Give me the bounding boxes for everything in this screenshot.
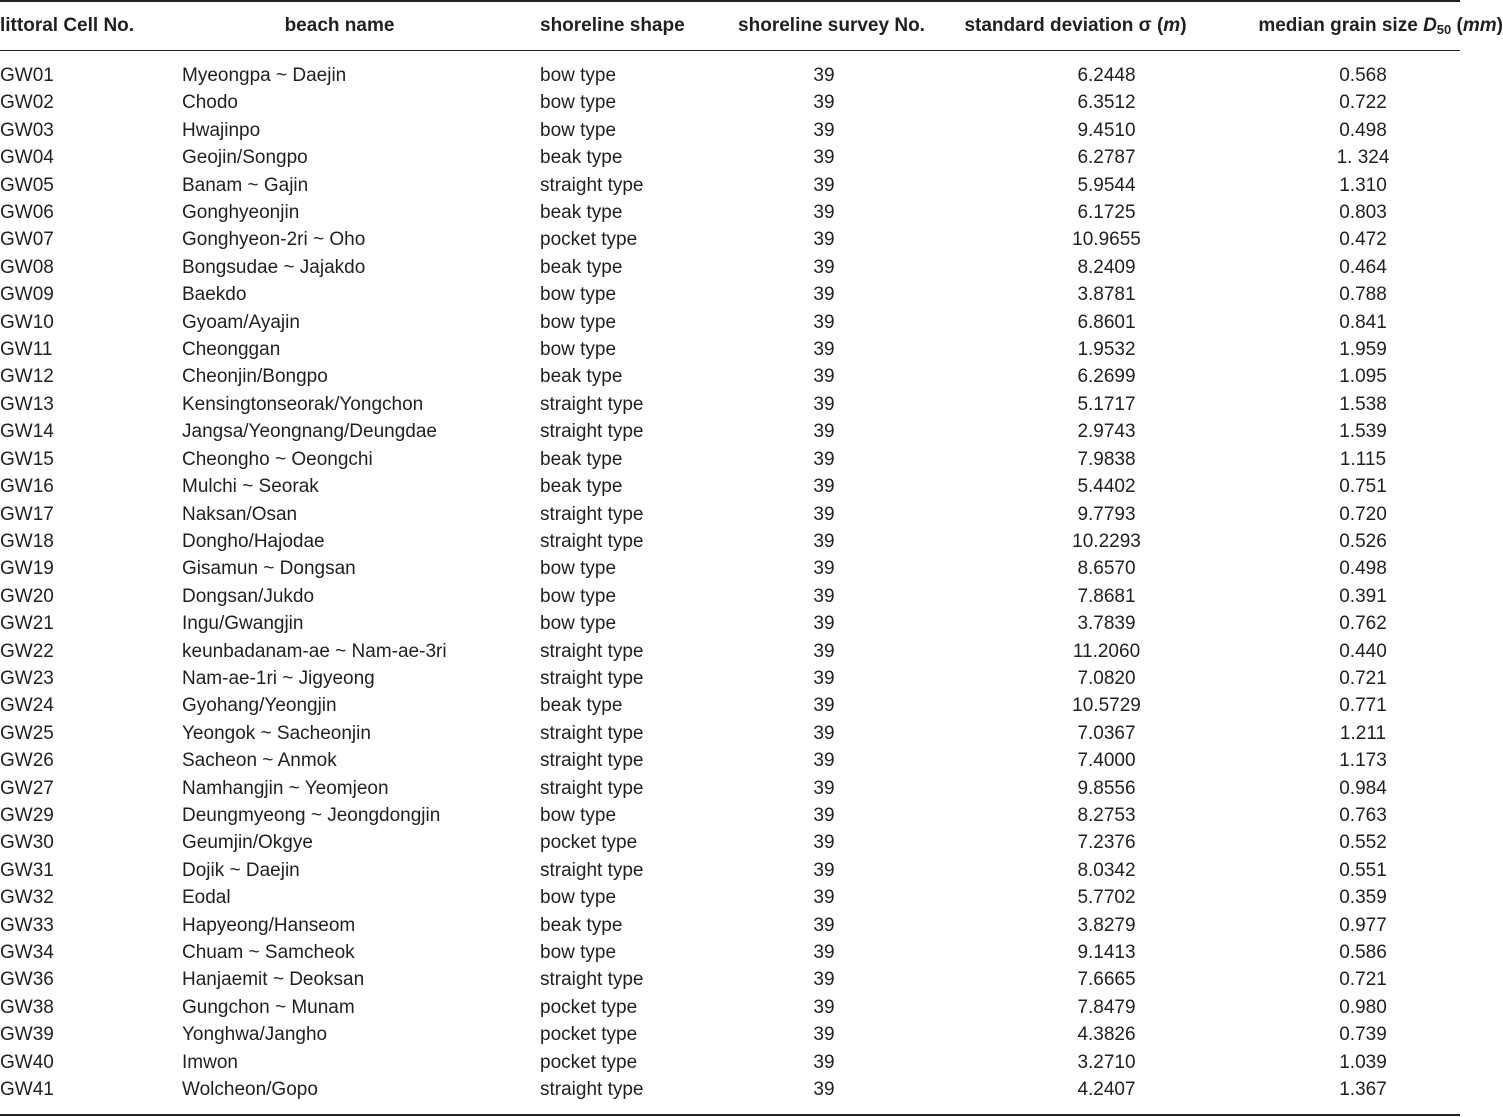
shoreline-shape-cell: bow type	[540, 613, 617, 635]
survey-no-cell: 39	[813, 339, 835, 361]
survey-no-cell: 39	[813, 804, 835, 826]
shoreline-shape-cell: bow type	[540, 92, 617, 114]
header-std-dev-prefix: standard deviation σ (	[964, 14, 1164, 36]
survey-no-cell: 39	[813, 92, 835, 114]
std-dev-cell: 7.9838	[1077, 448, 1136, 470]
survey-no-cell: 39	[813, 996, 835, 1018]
grain-size-cell: 1.115	[1339, 448, 1387, 470]
cell-no-cell: GW14	[0, 421, 54, 443]
table-row	[0, 473, 1503, 500]
survey-no-cell: 39	[813, 119, 835, 141]
std-dev-cell: 7.2376	[1077, 832, 1136, 854]
table-body	[0, 51, 1503, 1103]
survey-no-cell: 39	[813, 969, 835, 991]
table-row	[0, 665, 1503, 692]
cell-no-cell: GW18	[0, 530, 54, 552]
std-dev-cell: 7.6665	[1077, 969, 1136, 991]
cell-no-cell: GW34	[0, 942, 54, 963]
shoreline-shape-cell: straight type	[540, 174, 644, 196]
cell-no-cell: GW19	[0, 558, 54, 580]
shoreline-shape-cell: straight type	[540, 722, 644, 744]
grain-size-cell: 0.586	[1339, 942, 1387, 963]
shoreline-shape-cell: beak type	[540, 366, 623, 388]
shoreline-shape-cell: beak type	[540, 147, 623, 169]
header-grain-close: )	[1496, 14, 1503, 36]
shoreline-shape-cell: beak type	[540, 476, 623, 498]
shoreline-shape-cell: bow type	[540, 65, 617, 86]
survey-no-cell: 39	[813, 476, 835, 498]
grain-size-cell: 1. 324	[1336, 147, 1390, 169]
shoreline-shape-cell: beak type	[540, 914, 623, 936]
grain-size-cell: 1.039	[1339, 1051, 1387, 1073]
survey-no-cell: 39	[813, 859, 835, 881]
table-row	[0, 884, 1503, 911]
grain-size-cell: 1.173	[1339, 750, 1387, 772]
grain-size-cell: 0.751	[1339, 476, 1387, 498]
beach-name-cell: Baekdo	[182, 284, 247, 306]
grain-size-cell: 0.391	[1339, 585, 1387, 607]
grain-size-cell: 1.538	[1339, 393, 1387, 415]
table-row	[0, 528, 1503, 555]
beach-name-cell: Yeongok ~ Sacheonjin	[182, 722, 371, 744]
survey-no-cell: 39	[813, 65, 835, 86]
beach-name-cell: Yonghwa/Jangho	[182, 1024, 328, 1046]
std-dev-cell: 3.8279	[1077, 914, 1136, 936]
grain-size-cell: 0.788	[1339, 284, 1387, 306]
table-row	[0, 254, 1503, 281]
cell-no-cell: GW23	[0, 667, 54, 689]
shoreline-shape-cell: bow type	[540, 284, 617, 306]
table-row	[0, 692, 1503, 719]
table-row	[0, 501, 1503, 528]
std-dev-cell: 8.2753	[1077, 804, 1136, 826]
beach-name-cell: Dojik ~ Daejin	[182, 859, 300, 881]
shoreline-shape-cell: straight type	[540, 777, 644, 799]
shoreline-shape-cell: pocket type	[540, 229, 638, 251]
std-dev-cell: 9.4510	[1077, 119, 1136, 141]
cell-no-cell: GW12	[0, 366, 54, 388]
std-dev-cell: 6.8601	[1077, 311, 1136, 333]
cell-no-cell: GW09	[0, 284, 54, 306]
table-row	[0, 418, 1503, 445]
cell-no-cell: GW03	[0, 119, 54, 141]
table-row	[0, 172, 1503, 199]
cell-no-cell: GW04	[0, 147, 54, 169]
table-row	[0, 638, 1503, 665]
cell-no-cell: GW40	[0, 1051, 54, 1073]
survey-no-cell: 39	[813, 530, 835, 552]
beach-name-cell: Hapyeong/Hanseom	[182, 914, 356, 936]
cell-no-cell: GW05	[0, 174, 54, 196]
std-dev-cell: 9.7793	[1077, 503, 1136, 525]
grain-size-cell: 0.440	[1339, 640, 1387, 662]
shoreline-shape-cell: bow type	[540, 339, 617, 361]
std-dev-cell: 10.9655	[1072, 229, 1141, 251]
cell-no-cell: GW36	[0, 969, 54, 991]
table-row	[0, 802, 1503, 829]
beach-name-cell: Chodo	[182, 92, 238, 114]
shoreline-shape-cell: straight type	[540, 393, 644, 415]
cell-no-cell: GW08	[0, 256, 54, 278]
table-row	[0, 336, 1503, 363]
header-cell-no: littoral Cell No.	[0, 14, 135, 36]
survey-no-cell: 39	[813, 448, 835, 470]
shoreline-shape-cell: straight type	[540, 1079, 644, 1101]
header-grain-symbol: D	[1423, 14, 1437, 36]
survey-no-cell: 39	[813, 942, 835, 963]
table-row	[0, 89, 1503, 116]
cell-no-cell: GW29	[0, 804, 54, 826]
std-dev-cell: 10.2293	[1072, 530, 1141, 552]
grain-size-cell: 1.310	[1339, 174, 1387, 196]
cell-no-cell: GW16	[0, 476, 54, 498]
survey-no-cell: 39	[813, 366, 835, 388]
beach-name-cell: Gonghyeon-2ri ~ Oho	[182, 229, 366, 251]
header-survey-no: shoreline survey No.	[738, 14, 925, 36]
shoreline-shape-cell: beak type	[540, 202, 623, 224]
table-row	[0, 857, 1503, 884]
beach-name-cell: Deungmyeong ~ Jeongdongjin	[182, 804, 441, 826]
grain-size-cell: 0.771	[1339, 695, 1387, 717]
std-dev-cell: 3.2710	[1077, 1051, 1136, 1073]
grain-size-cell: 0.552	[1339, 832, 1387, 854]
shoreline-shape-cell: pocket type	[540, 1024, 638, 1046]
grain-size-cell: 0.551	[1339, 859, 1387, 881]
beach-name-cell: Cheonjin/Bongpo	[182, 366, 328, 388]
header-grain-open: (	[1451, 14, 1463, 36]
std-dev-cell: 7.8681	[1077, 585, 1136, 607]
cell-no-cell: GW39	[0, 1024, 54, 1046]
shoreline-shape-cell: straight type	[540, 859, 644, 881]
bottom-rule	[0, 1114, 1460, 1116]
survey-no-cell: 39	[813, 585, 835, 607]
shoreline-shape-cell: bow type	[540, 311, 617, 333]
grain-size-cell: 0.568	[1339, 65, 1387, 86]
shoreline-shape-cell: beak type	[540, 448, 623, 470]
cell-no-cell: GW21	[0, 613, 54, 635]
shoreline-shape-cell: bow type	[540, 119, 617, 141]
grain-size-cell: 0.763	[1339, 804, 1387, 826]
survey-no-cell: 39	[813, 421, 835, 443]
std-dev-cell: 6.3512	[1077, 92, 1136, 114]
beach-name-cell: Wolcheon/Gopo	[182, 1079, 318, 1101]
header-std-dev	[953, 0, 1198, 51]
std-dev-cell: 5.4402	[1077, 476, 1136, 498]
cell-no-cell: GW32	[0, 887, 54, 909]
beach-name-cell: Ingu/Gwangjin	[182, 613, 304, 635]
grain-size-cell: 0.526	[1339, 530, 1387, 552]
std-dev-cell: 7.0367	[1077, 722, 1136, 744]
survey-no-cell: 39	[813, 284, 835, 306]
shoreline-shape-cell: straight type	[540, 969, 644, 991]
cell-no-cell: GW07	[0, 229, 54, 251]
survey-no-cell: 39	[813, 1024, 835, 1046]
shoreline-shape-cell: straight type	[540, 421, 644, 443]
cell-no-cell: GW25	[0, 722, 54, 744]
grain-size-cell: 0.803	[1339, 202, 1387, 224]
cell-no-cell: GW41	[0, 1079, 54, 1101]
beach-name-cell: Geumjin/Okgye	[182, 832, 313, 854]
cell-no-cell: GW02	[0, 92, 54, 114]
std-dev-cell: 10.5729	[1072, 695, 1141, 717]
survey-no-cell: 39	[813, 558, 835, 580]
std-dev-cell: 1.9532	[1077, 339, 1136, 361]
beach-name-cell: Bongsudae ~ Jajakdo	[182, 256, 366, 278]
header-grain-unit: mm	[1462, 14, 1497, 36]
cell-no-cell: GW27	[0, 777, 54, 799]
beach-name-cell: Naksan/Osan	[182, 503, 298, 525]
table-row	[0, 51, 1503, 89]
shoreline-shape-cell: bow type	[540, 585, 617, 607]
cell-no-cell: GW20	[0, 585, 54, 607]
table-row	[0, 446, 1503, 473]
cell-no-cell: GW10	[0, 311, 54, 333]
grain-size-cell: 0.762	[1339, 613, 1387, 635]
std-dev-cell: 7.4000	[1077, 750, 1136, 772]
table-row	[0, 966, 1503, 993]
std-dev-cell: 6.2448	[1077, 65, 1136, 86]
shoreline-shape-cell: pocket type	[540, 832, 638, 854]
table-row	[0, 912, 1503, 939]
table-row	[0, 747, 1503, 774]
beach-name-cell: Dongsan/Jukdo	[182, 585, 315, 607]
table-row	[0, 775, 1503, 802]
survey-no-cell: 39	[813, 174, 835, 196]
beach-name-cell: Hwajinpo	[182, 119, 261, 141]
std-dev-cell: 8.6570	[1077, 558, 1136, 580]
std-dev-cell: 8.0342	[1077, 859, 1136, 881]
cell-no-cell: GW15	[0, 448, 54, 470]
beach-name-cell: Gyohang/Yeongjin	[182, 695, 337, 717]
beach-name-cell: Dongho/Hajodae	[182, 530, 325, 552]
std-dev-cell: 6.1725	[1077, 202, 1136, 224]
beach-name-cell: Eodal	[182, 887, 231, 909]
survey-no-cell: 39	[813, 695, 835, 717]
header-std-dev-suffix: )	[1180, 14, 1187, 36]
std-dev-cell: 4.2407	[1077, 1079, 1136, 1101]
header-shoreline-shape: shoreline shape	[540, 14, 685, 36]
beach-name-cell: Hanjaemit ~ Deoksan	[182, 969, 365, 991]
cell-no-cell: GW31	[0, 859, 54, 881]
beach-name-cell: Geojin/Songpo	[182, 147, 308, 169]
grain-size-cell: 0.464	[1339, 256, 1387, 278]
cell-no-cell: GW13	[0, 393, 54, 415]
table-row	[0, 1076, 1503, 1103]
survey-no-cell: 39	[813, 613, 835, 635]
beach-name-cell: Banam ~ Gajin	[182, 174, 309, 196]
grain-size-cell: 0.359	[1339, 887, 1387, 909]
grain-size-cell: 1.367	[1339, 1079, 1387, 1101]
grain-size-cell: 0.498	[1339, 558, 1387, 580]
table-row	[0, 1021, 1503, 1048]
std-dev-cell: 4.3826	[1077, 1024, 1136, 1046]
shoreline-shape-cell: straight type	[540, 503, 644, 525]
beach-name-cell: Namhangjin ~ Yeomjeon	[182, 777, 389, 799]
table-row	[0, 994, 1503, 1021]
grain-size-cell: 1.211	[1339, 722, 1387, 744]
survey-no-cell: 39	[813, 503, 835, 525]
std-dev-cell: 3.7839	[1077, 613, 1136, 635]
beach-name-cell: Chuam ~ Samcheok	[182, 942, 355, 963]
std-dev-cell: 2.9743	[1077, 421, 1136, 443]
survey-no-cell: 39	[813, 147, 835, 169]
grain-size-cell: 0.720	[1339, 503, 1387, 525]
header-grain-size	[1198, 0, 1503, 51]
header-grain-sub: 50	[1436, 21, 1452, 37]
shoreline-shape-cell: straight type	[540, 640, 644, 662]
std-dev-cell: 9.1413	[1077, 942, 1136, 963]
cell-no-cell: GW33	[0, 914, 54, 936]
std-dev-cell: 8.2409	[1077, 256, 1136, 278]
grain-size-cell: 1.095	[1339, 366, 1387, 388]
std-dev-cell: 5.7702	[1077, 887, 1136, 909]
table-row	[0, 117, 1503, 144]
std-dev-cell: 3.8781	[1077, 284, 1136, 306]
std-dev-cell: 7.8479	[1077, 996, 1136, 1018]
beach-name-cell: Mulchi ~ Seorak	[182, 476, 319, 498]
grain-size-cell: 0.472	[1339, 229, 1387, 251]
grain-size-cell: 0.721	[1339, 969, 1387, 991]
table-row	[0, 144, 1503, 171]
cell-no-cell: GW30	[0, 832, 54, 854]
std-dev-cell: 7.0820	[1077, 667, 1136, 689]
grain-size-cell: 0.841	[1339, 311, 1387, 333]
survey-no-cell: 39	[813, 722, 835, 744]
beach-name-cell: Cheongho ~ Oeongchi	[182, 448, 373, 470]
std-dev-cell: 5.1717	[1077, 393, 1136, 415]
survey-no-cell: 39	[813, 750, 835, 772]
shoreline-shape-cell: bow type	[540, 942, 617, 963]
cell-no-cell: GW06	[0, 202, 54, 224]
grain-size-cell: 0.739	[1339, 1024, 1387, 1046]
survey-no-cell: 39	[813, 640, 835, 662]
beach-name-cell: Sacheon ~ Anmok	[182, 750, 337, 772]
survey-no-cell: 39	[813, 1079, 835, 1101]
beach-name-cell: Kensingtonseorak/Yongchon	[182, 393, 424, 415]
table-row	[0, 939, 1503, 966]
shoreline-shape-cell: beak type	[540, 256, 623, 278]
table-row	[0, 583, 1503, 610]
table-row	[0, 226, 1503, 253]
table-row	[0, 555, 1503, 582]
shoreline-shape-cell: bow type	[540, 887, 617, 909]
survey-no-cell: 39	[813, 887, 835, 909]
table-row	[0, 1049, 1503, 1076]
cell-no-cell: GW26	[0, 750, 54, 772]
beach-name-cell: Gisamun ~ Dongsan	[182, 558, 356, 580]
beach-name-cell: Nam-ae-1ri ~ Jigyeong	[182, 667, 375, 689]
shoreline-shape-cell: beak type	[540, 695, 623, 717]
beach-name-cell: Gyoam/Ayajin	[182, 311, 300, 333]
beach-name-cell: Imwon	[182, 1051, 238, 1073]
std-dev-cell: 5.9544	[1077, 174, 1136, 196]
std-dev-cell: 6.2787	[1077, 147, 1136, 169]
shoreline-shape-cell: straight type	[540, 750, 644, 772]
survey-no-cell: 39	[813, 777, 835, 799]
grain-size-cell: 0.498	[1339, 119, 1387, 141]
cell-no-cell: GW01	[0, 65, 54, 86]
grain-size-cell: 0.984	[1339, 777, 1387, 799]
grain-size-cell: 0.977	[1339, 914, 1387, 936]
survey-no-cell: 39	[813, 1051, 835, 1073]
survey-no-cell: 39	[813, 311, 835, 333]
table-row	[0, 199, 1503, 226]
survey-no-cell: 39	[813, 393, 835, 415]
survey-no-cell: 39	[813, 667, 835, 689]
table-row	[0, 281, 1503, 308]
header-beach-name: beach name	[284, 14, 395, 36]
std-dev-cell: 6.2699	[1077, 366, 1136, 388]
beach-name-cell: Cheonggan	[182, 339, 281, 361]
grain-size-cell: 1.959	[1339, 339, 1387, 361]
header-row	[0, 0, 1503, 51]
cell-no-cell: GW38	[0, 996, 54, 1018]
survey-no-cell: 39	[813, 202, 835, 224]
beach-name-cell: Jangsa/Yeongnang/Deungdae	[182, 421, 437, 443]
survey-no-cell: 39	[813, 229, 835, 251]
header-std-dev-unit: m	[1163, 14, 1181, 36]
header-grain-prefix: median grain size	[1258, 14, 1424, 36]
grain-size-cell: 1.539	[1339, 421, 1387, 443]
beach-name-cell: Gonghyeonjin	[182, 202, 300, 224]
std-dev-cell: 9.8556	[1077, 777, 1136, 799]
table-row	[0, 309, 1503, 336]
beach-name-cell: Myeongpa ~ Daejin	[182, 65, 347, 86]
table-row	[0, 391, 1503, 418]
survey-no-cell: 39	[813, 914, 835, 936]
shoreline-shape-cell: bow type	[540, 558, 617, 580]
cell-no-cell: GW11	[0, 339, 53, 361]
cell-no-cell: GW24	[0, 695, 54, 717]
beach-name-cell: keunbadanam-ae ~ Nam-ae-3ri	[182, 640, 447, 662]
shoreline-shape-cell: pocket type	[540, 1051, 638, 1073]
grain-size-cell: 0.722	[1339, 92, 1387, 114]
std-dev-cell: 11.2060	[1072, 640, 1141, 662]
grain-size-cell: 0.721	[1339, 667, 1387, 689]
shoreline-shape-cell: straight type	[540, 667, 644, 689]
table-row	[0, 363, 1503, 390]
survey-no-cell: 39	[813, 832, 835, 854]
shoreline-shape-cell: straight type	[540, 530, 644, 552]
shoreline-shape-cell: bow type	[540, 804, 617, 826]
grain-size-cell: 0.980	[1339, 996, 1387, 1018]
table-row	[0, 610, 1503, 637]
cell-no-cell: GW17	[0, 503, 54, 525]
shoreline-shape-cell: pocket type	[540, 996, 638, 1018]
table-row	[0, 829, 1503, 856]
survey-no-cell: 39	[813, 256, 835, 278]
table-row	[0, 720, 1503, 747]
beach-name-cell: Gungchon ~ Munam	[182, 996, 355, 1018]
cell-no-cell: GW22	[0, 640, 54, 662]
